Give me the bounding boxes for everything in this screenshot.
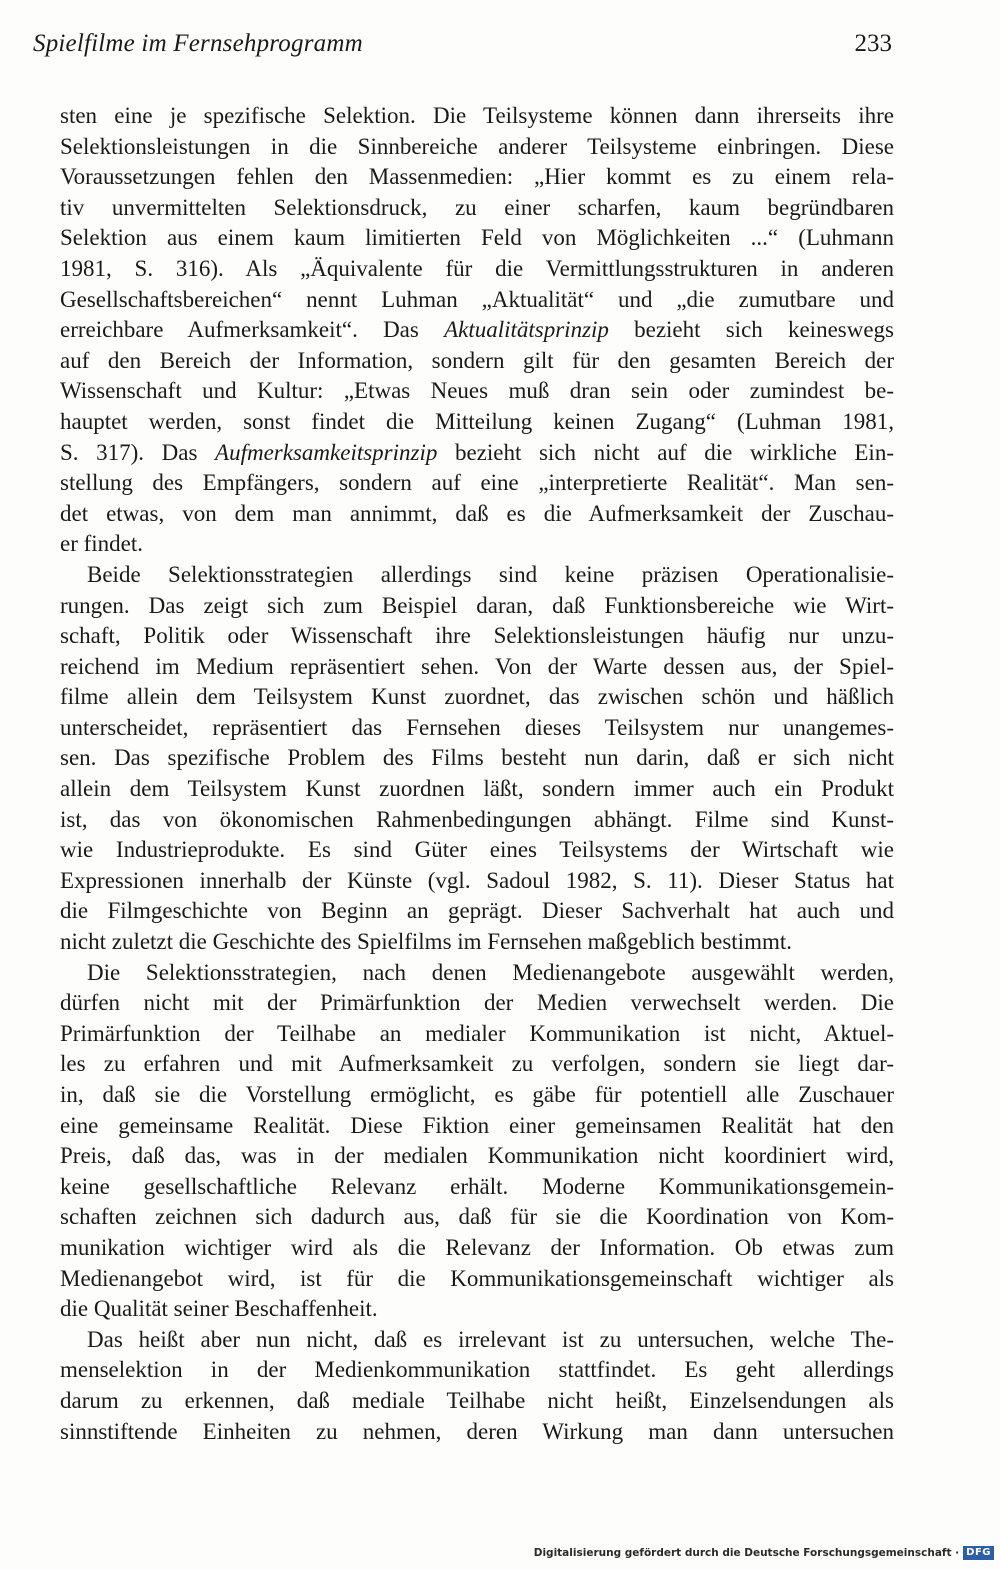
paragraph	[60, 958, 894, 1325]
text-line: sinnstiftende Einheiten zu nehmen, deren Wirkung man dann untersuchen	[60, 1418, 894, 1444]
text-line: keine gesellschaftliche Relevanz erhält. Moderne Kommunikationsgemein-	[60, 1173, 894, 1199]
text-line: tiv unvermittelten Selektionsdruck, zu einer scharfen, kaum begründbaren	[60, 194, 894, 220]
text-line: dürfen nicht mit der Primärfunktion der Medien verwechselt werden. Die	[60, 990, 894, 1016]
text-line: les zu erfahren und mit Aufmerksamkeit zu verfolgen, sondern sie liegt dar-	[60, 1051, 894, 1077]
text-line: Die Selektionsstrategien, nach denen Medienangebote ausgewählt werden,	[87, 959, 894, 985]
dfg-logo-icon: DFG	[963, 1546, 994, 1560]
text-line	[60, 315, 894, 346]
text-line: menselektion in der Medienkommunikation stattfindet. Es geht allerdings	[60, 1357, 894, 1383]
text-line: reichend im Medium repräsentiert sehen. Von der Warte dessen aus, der Spiel-	[60, 653, 894, 679]
running-head: Spielfilme im Fernsehprogramm	[33, 30, 363, 57]
text-line: schaften zeichnen sich dadurch aus, daß für sie die Koordination von Kom-	[60, 1204, 894, 1230]
text-line: Voraussetzungen fehlen den Massenmedien: „Hier kommt es zu einem rela-	[60, 164, 894, 190]
text-line: darum zu erkennen, daß mediale Teilhabe nicht heißt, Einzelsendungen als	[60, 1387, 894, 1413]
text-line: in, daß sie die Vorstellung ermöglicht, es gäbe für potentiell alle Zuschauer	[60, 1082, 894, 1107]
text-line: hauptet werden, sonst findet die Mitteilung keinen Zugang“ (Luhman 1981,	[60, 408, 894, 434]
text-line: die Filmgeschichte von Beginn an geprägt. Dieser Sachverhalt hat auch und	[60, 898, 894, 924]
text-line: Wissenschaft und Kultur: „Etwas Neues muß dran sein oder zumindest be-	[60, 378, 894, 404]
text-line: unterscheidet, repräsentiert das Fernsehen dieses Teilsystem nur unangemes-	[60, 714, 894, 740]
text-span: S. 317). Das	[60, 439, 216, 465]
text-line: filme allein dem Teilsystem Kunst zuordnet, das zwischen schön und häßlich	[60, 684, 894, 710]
text-line: Preis, daß das, was in der medialen Kommunikation nicht koordiniert wird,	[60, 1143, 894, 1169]
text-line: Selektion aus einem kaum limitierten Feld von Möglichkeiten ...“ (Luhmann	[60, 225, 894, 251]
text-span: bezieht sich nicht auf die wirkliche Ein-	[437, 439, 894, 465]
text-line: rungen. Das zeigt sich zum Beispiel daran, daß Funktionsbereiche wie Wirt-	[60, 592, 894, 618]
text-span: bezieht sich keineswegs	[608, 317, 895, 343]
text-line: sen. Das spezifische Problem des Films besteht nun darin, daß er sich nicht	[60, 745, 894, 771]
text-line: det etwas, von dem man annimmt, daß es die Aufmerksamkeit der Zuschau-	[60, 500, 894, 526]
text-line: Das heißt aber nun nicht, daß es irrelevant ist zu untersuchen, welche The-	[87, 1326, 894, 1352]
digitization-footer	[534, 1544, 994, 1562]
text-line: stellung des Empfängers, sondern auf eine „interpretierte Realität“. Man sen-	[60, 470, 894, 496]
text-line: wie Industrieprodukte. Es sind Güter eines Teilsystems der Wirtschaft wie	[60, 837, 894, 863]
text-span: erreichbare Aufmerksamkeit“. Das	[60, 317, 445, 343]
text-line: eine gemeinsame Realität. Diese Fiktion einer gemeinsamen Realität hat den	[60, 1112, 894, 1138]
text-line: Gesellschaftsbereichen“ nennt Luhman „Aktualität“ und „die zumutbare und	[60, 286, 894, 312]
text-line: allein dem Teilsystem Kunst zuordnen läßt, sondern immer auch ein Produkt	[60, 776, 894, 802]
text-line	[60, 438, 894, 469]
text-line: er findet.	[60, 531, 144, 557]
text-line: Beide Selektionsstrategien allerdings sind keine präzisen Operationalisie-	[87, 561, 894, 587]
paragraph	[60, 101, 894, 560]
text-line: munikation wichtiger wird als die Relevanz der Information. Ob etwas zum	[60, 1234, 894, 1260]
text-line: ist, das von ökonomischen Rahmenbedingungen abhängt. Filme sind Kunst-	[60, 806, 894, 832]
text-line: Medienangebot wird, ist für die Kommunikationsgemeinschaft wichtiger als	[60, 1265, 894, 1291]
body-text	[60, 101, 894, 1447]
text-line: Expressionen innerhalb der Künste (vgl. Sadoul 1982, S. 11). Dieser Status hat	[60, 867, 894, 893]
text-line: Selektionsleistungen in die Sinnbereiche anderer Teilsysteme einbringen. Diese	[60, 133, 894, 159]
text-line: die Qualität seiner Beschaffenheit.	[60, 1296, 378, 1322]
text-line: 1981, S. 316). Als „Äquivalente für die Vermittlungsstrukturen in anderen	[60, 255, 894, 281]
text-line: schaft, Politik oder Wissenschaft ihre Selektionsleistungen häufig nur unzu-	[60, 623, 894, 649]
emphasized-term: Aktualitätsprinzip	[444, 317, 609, 343]
paragraph	[60, 1325, 894, 1447]
emphasized-term: Aufmerksamkeitsprinzip	[215, 439, 438, 465]
text-line: auf den Bereich der Information, sondern gilt für den gesamten Bereich der	[60, 347, 894, 373]
footer-credit: Digitalisierung gefördert durch die Deutsche Forschungsgemeinschaft ·	[533, 1547, 960, 1559]
text-line: sten eine je spezifische Selektion. Die Teilsysteme können dann ihrerseits ihre	[60, 103, 894, 128]
paragraph	[60, 560, 894, 958]
text-line: nicht zuletzt die Geschichte des Spielfilms im Fernsehen maßgeblich bestimmt.	[60, 929, 792, 955]
page-number: 233	[854, 30, 892, 57]
text-line: Primärfunktion der Teilhabe an medialer Kommunikation ist nicht, Aktuel-	[60, 1020, 894, 1046]
